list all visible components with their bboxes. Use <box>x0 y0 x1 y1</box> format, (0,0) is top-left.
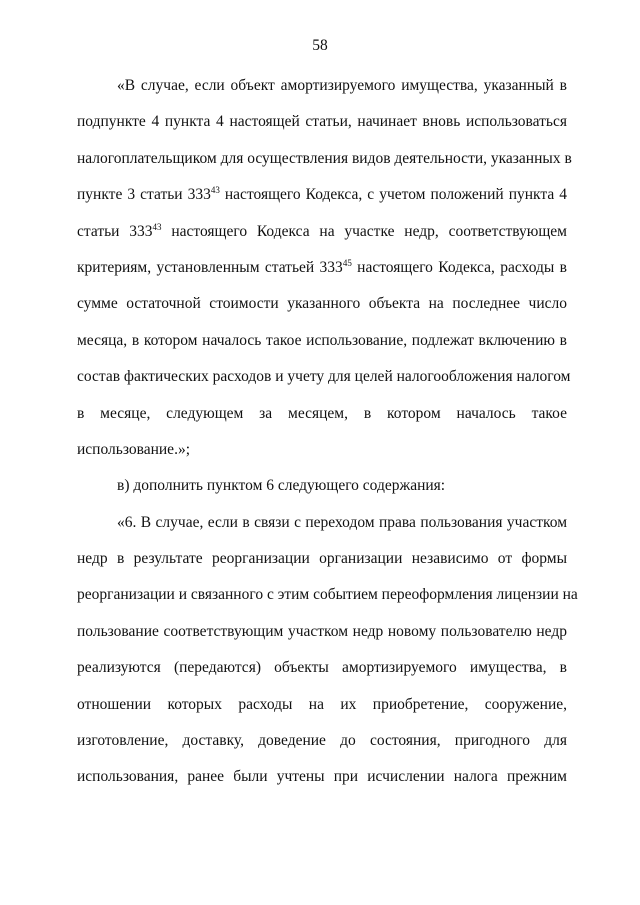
text-line <box>77 258 567 294</box>
text-line: подпункте 4 пункта 4 настоящей статьи, начинает вновь использоваться <box>77 113 567 131</box>
text-line: отношении которых расходы на их приобретение, сооружение, <box>77 695 567 713</box>
text-line: пользование соответствующим участком недр новому пользователю недр <box>77 622 567 640</box>
article-superscript: 45 <box>342 257 352 268</box>
text-line: налогоплательщиком для осуществления видов деятельности, указанных в <box>77 149 572 167</box>
text-fragment: настоящего Кодекса на участке недр, соответствующем <box>161 222 567 240</box>
text-line: в) дополнить пунктом 6 следующего содержания: <box>117 477 446 495</box>
text-fragment: пункте 3 статьи 333 <box>77 186 211 204</box>
text-line: реорганизации и связанного с этим событием переоформления лицензии на <box>77 586 578 604</box>
paragraph-item-6 <box>77 513 578 804</box>
article-superscript: 43 <box>152 221 162 232</box>
text-line: недр в результате реорганизации организации независимо от формы <box>77 550 567 568</box>
text-fragment: критериям, установленным статьей 333 <box>77 258 343 276</box>
text-line: состав фактических расходов и учету для целей налогообложения налогом <box>77 368 571 386</box>
text-fragment: настоящего Кодекса, расходы в <box>351 258 567 276</box>
paragraph-depreciable-property-reuse <box>77 76 572 476</box>
text-line: сумме остаточной стоимости указанного объекта на последнее число <box>77 295 567 313</box>
text-fragment: статьи 333 <box>77 222 153 240</box>
paragraph-amendment-intro <box>77 476 567 512</box>
page-number: 58 <box>312 37 328 54</box>
text-line: «6. В случае, если в связи с переходом права пользования участком <box>117 513 567 531</box>
text-line: реализуются (передаются) объекты амортизируемого имущества, в <box>77 659 567 677</box>
text-line: в месяце, следующем за месяцем, в котором началось такое <box>77 404 567 422</box>
text-line: «В случае, если объект амортизируемого имущества, указанный в <box>117 77 567 94</box>
text-fragment: настоящего Кодекса, с учетом положений пункта 4 <box>219 186 567 204</box>
text-line: использования, ранее были учтены при исчислении налога прежним <box>77 768 567 786</box>
text-line <box>77 222 567 258</box>
text-line: месяца, в котором началось такое использование, подлежат включению в <box>77 331 567 349</box>
text-line: использование.»; <box>77 440 190 458</box>
text-line: изготовление, доставку, доведение до состояния, пригодного для <box>77 732 567 750</box>
article-superscript: 43 <box>210 185 220 196</box>
text-line <box>77 185 567 221</box>
document-body <box>77 76 578 804</box>
